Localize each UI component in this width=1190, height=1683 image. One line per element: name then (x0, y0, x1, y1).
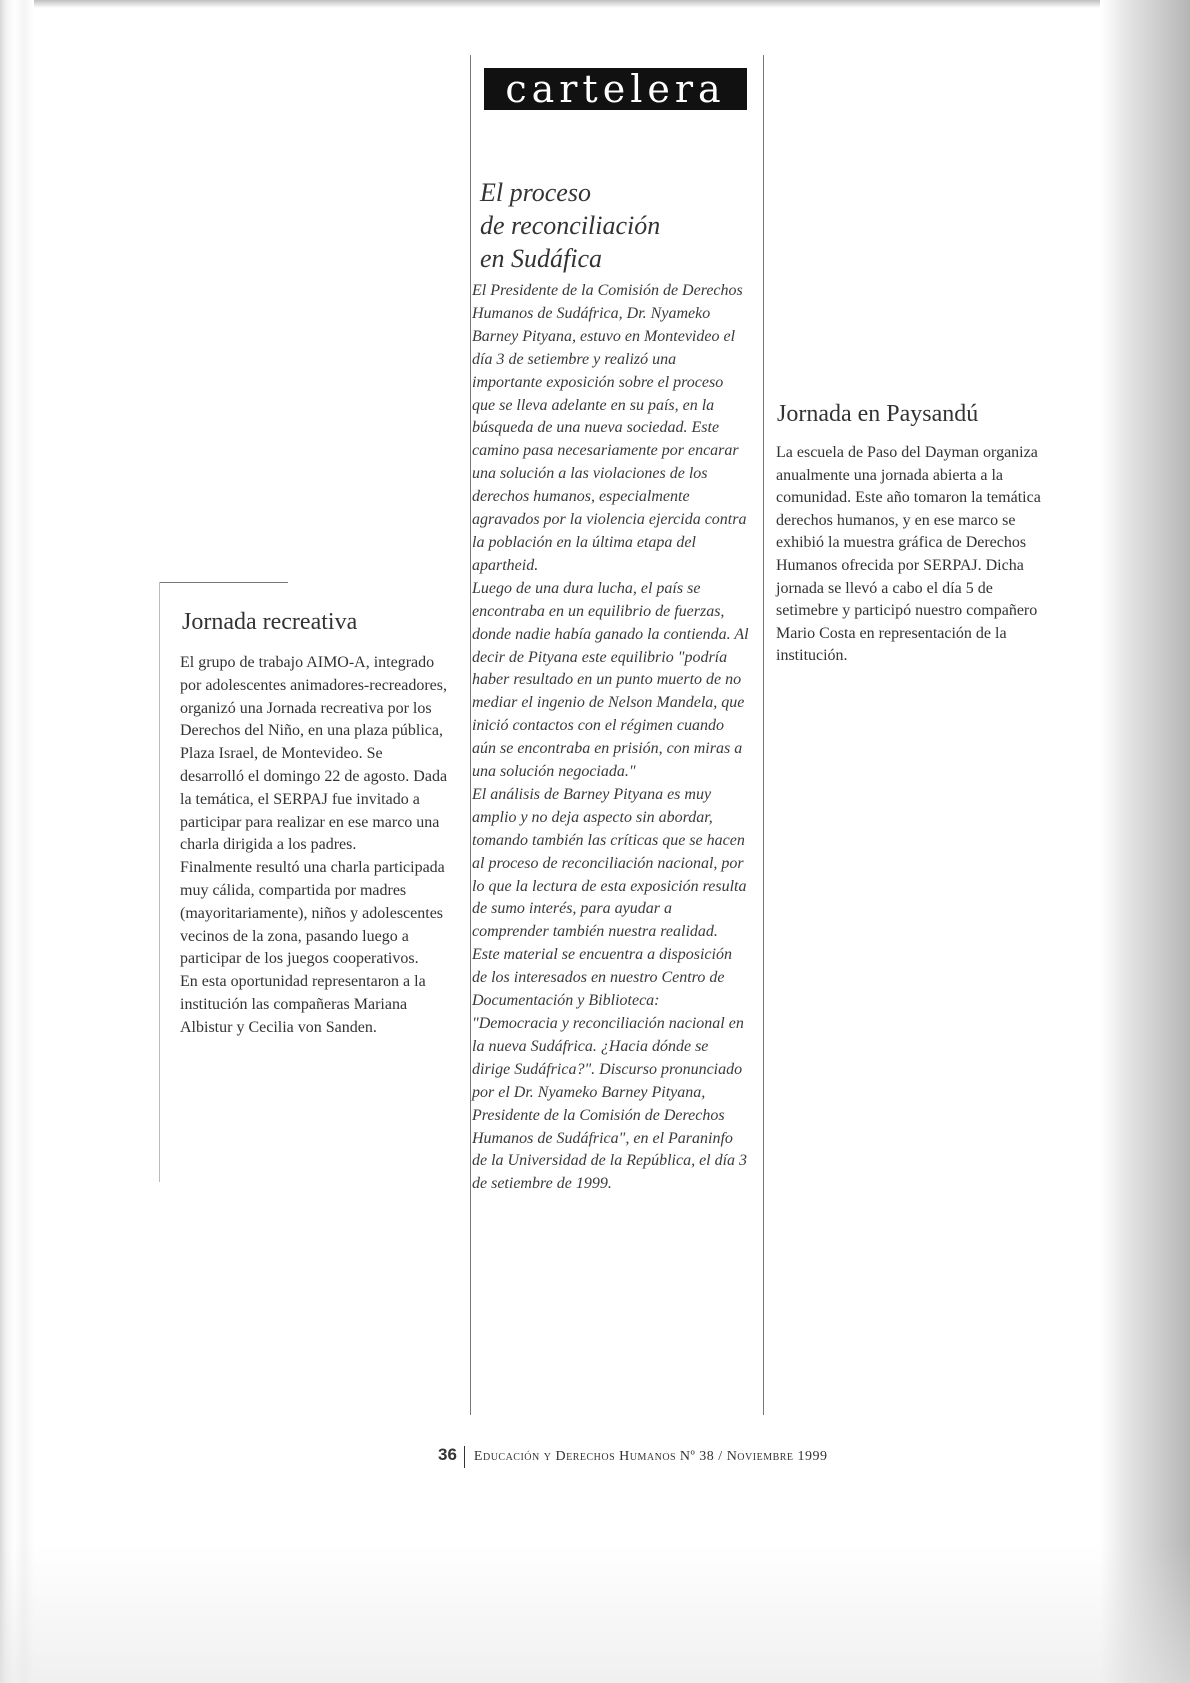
left-article-body (180, 652, 448, 1040)
paragraph: Este material se encuentra a disposición de los interesados en nuestro Centro de Documentación y Biblioteca: (472, 946, 732, 1010)
title-line: en Sudáfica (480, 244, 603, 273)
issue-info: Nº 38 / Noviembre 1999 (679, 1449, 828, 1464)
page-footer (438, 1440, 908, 1470)
section-banner: cartelera (484, 68, 747, 110)
paragraph: Luego de una dura lucha, el país se encontraba en un equilibrio de fuerzas, donde nadie había ganado la contienda. Al decir de Pityana este equilibrio "podría haber resultado en un punto muerto de no mediar el ingenio de Nelson Mandela, que inició contactos con el régimen cuando aún se encontraba en prisión, con miras a una solución negociada." (472, 579, 749, 781)
paragraph: El grupo de trabajo AIMO-A, integrado por adolescentes animadores-recreadores, organizó una Jornada recreativa por los Derechos del Niño, en una plaza pública, Plaza Israel, de Montevideo. Se desarrolló el domingo 22 de agosto. Dada la temática, el SERPAJ fue invitado a participar para realizar en ese marco una charla dirigida a los padres. (180, 654, 448, 854)
page-number: 36 (438, 1445, 457, 1464)
right-article-title: Jornada en Paysandú (777, 401, 979, 427)
paragraph: El Presidente de la Comisión de Derechos Humanos de Sudáfrica, Dr. Nyameko Barney Pityana, estuvo en Montevideo el día 3 de setiembre y realizó una importante exposición sobre el proceso que se lleva adelante en su país, en la búsqueda de una nueva sociedad. Este camino pasa necesariamente por encarar una solución a las violaciones de los derechos humanos, especialmente agravados por la violencia ejercida contra la población en la última etapa del apartheid. (472, 282, 747, 574)
scan-shade (0, 1543, 1190, 1683)
publication-name: Educación y Derechos Humanos (473, 1449, 677, 1464)
center-article-body (472, 280, 750, 1196)
paragraph: El análisis de Barney Pityana es muy amplio y no deja aspecto sin abordar, tomando también las críticas que se hacen al proceso de reconciliación nacional, por lo que la lectura de esta exposición resulta de sumo interés, para ayudar a comprender también nuestra realidad. (472, 785, 747, 941)
title-line: El proceso (480, 178, 591, 207)
paragraph: En esta oportunidad representaron a la institución las compañeras Mariana Albistur y Cecilia von Sanden. (180, 973, 426, 1036)
left-article-title: Jornada recreativa (182, 609, 358, 635)
paragraph: "Democracia y reconciliación nacional en la nueva Sudáfrica. ¿Hacia dónde se dirige Sudáfrica?". Discurso pronunciado por el Dr. Nyameko Barney Pityana, Presidente de la Comisión de Derechos Humanos de Sudáfrica", en el Paraninfo de la Universidad de la República, el día 3 de setiembre de 1999. (472, 1015, 748, 1193)
page-right-shadow (1100, 0, 1190, 1683)
page-top-edge (0, 0, 1190, 8)
paragraph: Finalmente resultó una charla participada muy cálida, compartida por madres (mayoritariamente), niños y adolescentes vecinos de la zona, pasando luego a participar de los juegos cooperativos. (180, 859, 445, 968)
footer-divider (464, 1446, 465, 1468)
left-article-border (159, 582, 160, 1182)
left-article-rule (160, 582, 288, 583)
right-article-body: La escuela de Paso del Dayman organiza anualmente una jornada abierta a la comunidad. Este año tomaron la temática derechos humanos, y en ese marco se exhibió la muestra gráfica de Derechos Humanos ofrecida por SERPAJ. Dicha jornada se llevó a cabo el día 5 de setimebre y participó nuestro compañero Mario Costa en representación de la institución. (776, 444, 1041, 665)
title-line: de reconciliación (480, 211, 661, 240)
page-binding-edge (0, 0, 34, 1683)
center-article-title (480, 176, 750, 275)
